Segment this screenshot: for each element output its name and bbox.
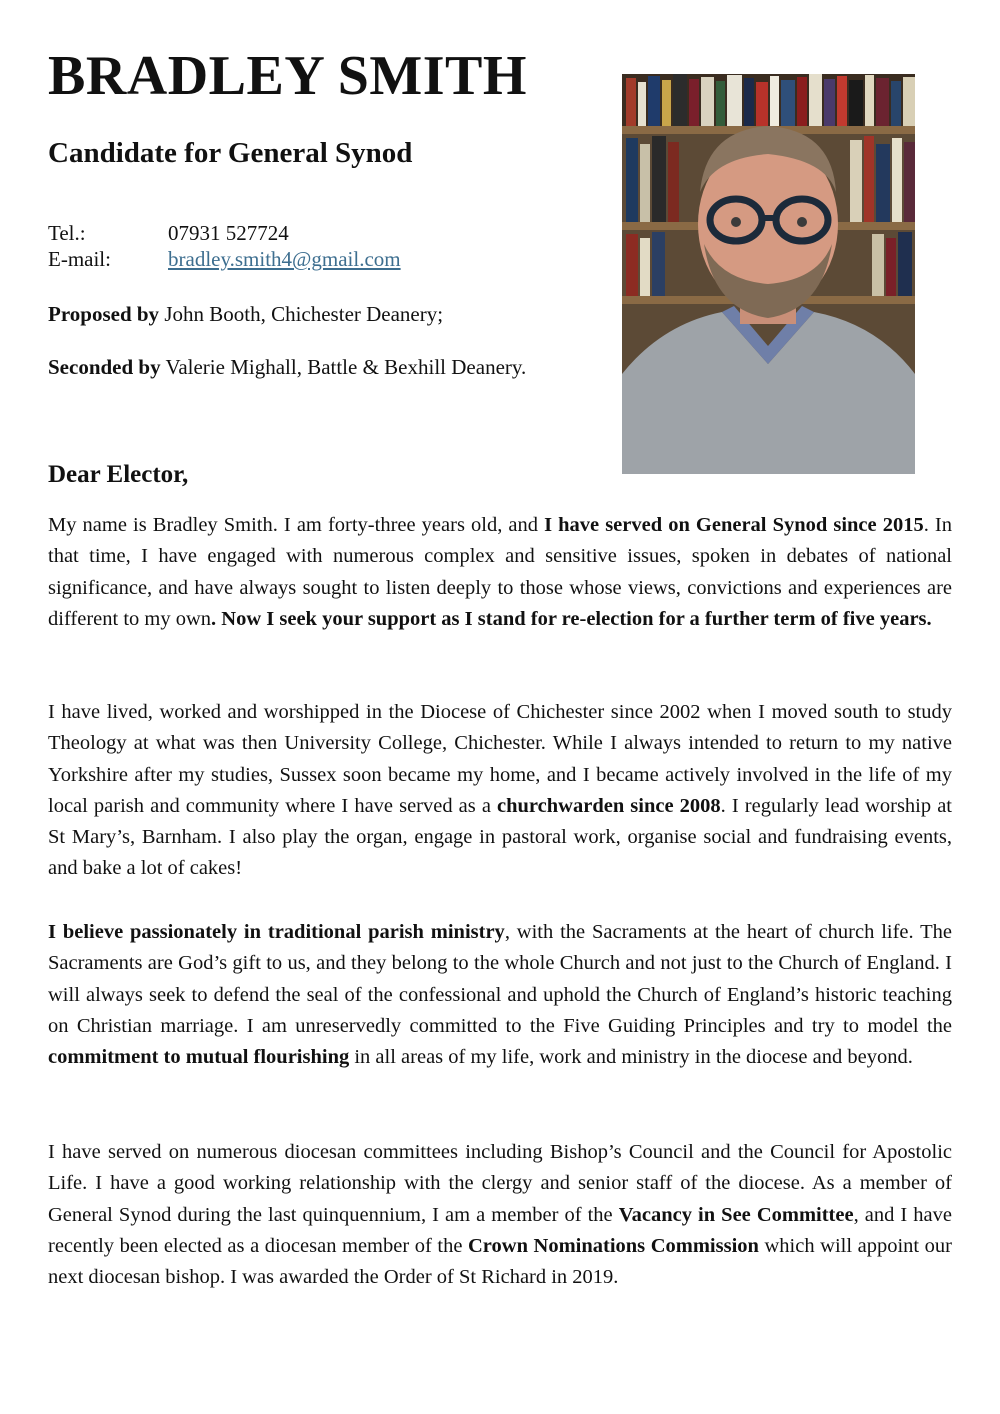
- paragraph-service: [48, 1137, 952, 1293]
- p4-bold-2: Crown Nominations Commission: [467, 1234, 759, 1257]
- seconded-value: Valerie Mighall, Battle & Bexhill Deanery.: [160, 355, 527, 379]
- seconded-label: Seconded by: [48, 355, 161, 379]
- p2-text-2: . I regularly lead worship at St Mary’s, Barnham. I also play the organ, engage in pastoral work, organise social and fundraising events, and bake a lot of cakes!: [48, 794, 953, 880]
- p4-text-2: , and I have recently been elected as a diocesan member of the: [48, 1203, 952, 1257]
- tel-row: [48, 220, 401, 246]
- candidate-name: BRADLEY SMITH: [48, 45, 527, 107]
- p3-text-1: , with the Sacraments at the heart of church life. The Sacraments are God’s gift to us, and they belong to the whole Church and not just to the Church of England. I will always seek to defend the seal of the confessional and uphold the Church of England’s historic teaching on Christian marriage. I am unreservedly committed to the Five Guiding Principles and try to model the: [48, 921, 952, 1037]
- tel-label: Tel.:: [48, 221, 86, 245]
- p2-text-1: I have lived, worked and worshipped in the Diocese of Chichester since 2002 when I moved south to study Theology at what was then University College, Chichester. While I always intended to return to my native Yorkshire after my studies, Sussex soon became my home, and I became actively involved in the life of my local parish and community where I have served as a: [48, 701, 952, 817]
- p3-bold-2: commitment to mutual flourishing: [48, 1046, 350, 1069]
- email-row: [48, 246, 401, 272]
- tel-value: 07931 527724: [168, 221, 289, 245]
- p1-bold-1: I have served on General Synod since 2015: [544, 514, 924, 536]
- p1-bold-2: . Now I seek your support as I stand for re-election for a further term of five years.: [211, 607, 932, 630]
- email-label: E-mail:: [48, 247, 111, 271]
- contact-block: [48, 220, 401, 272]
- p1-text-2: . In that time, I have engaged with numerous complex and sensitive issues, spoken in debates of national significance, and have always sought to listen deeply to those whose views, convictions and experiences are different to my own: [48, 514, 952, 630]
- p4-text-1: I have served on numerous diocesan committees including Bishop’s Council and the Council for Apostolic Life. I have a good working relationship with the clergy and senior staff of the diocese. As a member of General Synod during the last quinquennium, I am a member of the: [48, 1141, 952, 1226]
- proposed-by: [48, 302, 443, 327]
- p4-text-3: which will appoint our next diocesan bishop. I was awarded the Order of St Richard in 2019.: [48, 1234, 952, 1289]
- p3-bold-1: I believe passionately in traditional parish ministry: [48, 921, 505, 943]
- candidate-subtitle: Candidate for General Synod: [48, 137, 413, 169]
- proposed-label: Proposed by: [48, 302, 160, 326]
- p2-bold-1: churchwarden since 2008: [497, 794, 721, 817]
- p3-text-2: in all areas of my life, work and ministry in the diocese and beyond.: [349, 1046, 913, 1069]
- paragraph-background: [48, 697, 952, 885]
- proposed-value: John Booth, Chichester Deanery;: [159, 302, 444, 326]
- letter-greeting: Dear Elector,: [48, 461, 189, 488]
- p4-bold-1: Vacancy in See Committee: [618, 1203, 854, 1226]
- candidate-photo: [622, 74, 915, 474]
- email-link[interactable]: bradley.smith4@gmail.com: [168, 247, 401, 271]
- p1-text-1: My name is Bradley Smith. I am forty-three years old, and: [48, 514, 545, 536]
- paragraph-intro: [48, 510, 952, 635]
- seconded-by: [48, 355, 526, 380]
- paragraph-beliefs: [48, 917, 952, 1073]
